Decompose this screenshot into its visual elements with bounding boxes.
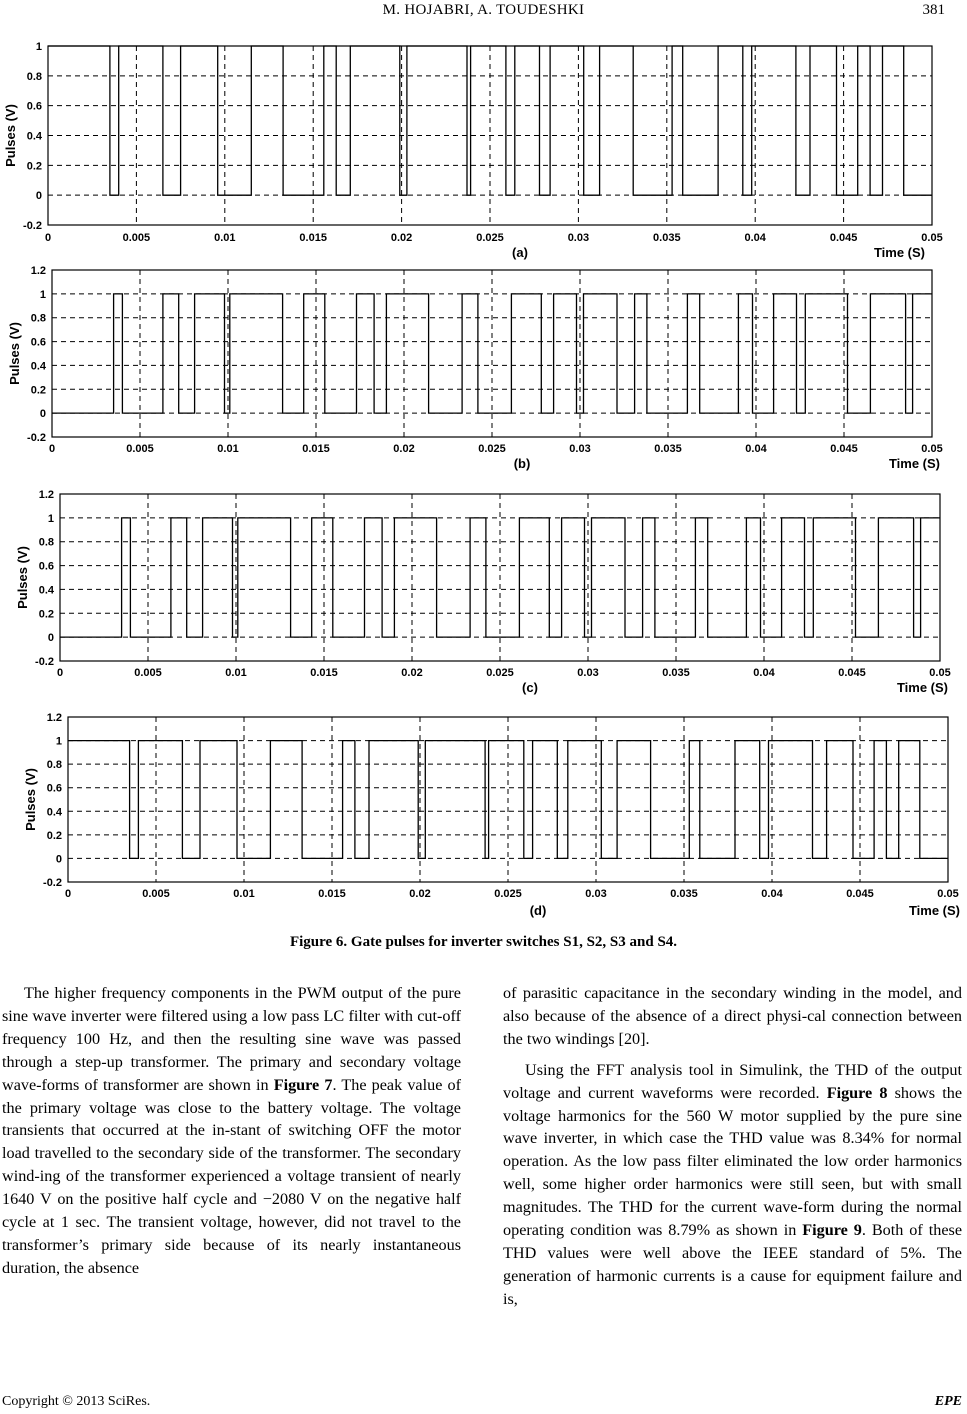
- y-tick-label: 0.2: [46, 829, 62, 842]
- x-tick-label: 0.035: [670, 888, 698, 900]
- x-tick-label: 0: [56, 667, 64, 679]
- x-axis-label: Time (S): [888, 456, 940, 471]
- y-tick-label: -0.2: [43, 877, 62, 889]
- x-tick-label: 0.05: [929, 667, 951, 679]
- panel-label: (c): [522, 680, 538, 695]
- footer-journal: EPE: [934, 1394, 962, 1409]
- paragraph: The higher frequency components in the PWM output of the pure sine wave inverter were filtered using a low pass LC filter with cut-off frequency 100 Hz, and then the resulting sine wave was passed through a step-up transformer. The primary and secondary voltage wave-forms of transformer are shown in Figure 7. The peak value of the primary voltage was close to the battery voltage. The voltage transients that occurred at the in-stant of switching OFF the motor load travelled to the secondary side of the transformer. The secondary wind-ing of the transformer experienced a voltage transient of nearly 1640 V on the positive half cycle and −2080 V on the negative half cycle at 1 sec. The transient voltage, however, did not travel to the transformer’s primary side because of its nearly instantaneous duration, the absence: [2, 984, 461, 1277]
- y-tick-label: 0.4: [38, 584, 54, 597]
- y-tick-label: 1: [39, 288, 46, 301]
- x-tick-label: 0.02: [409, 888, 431, 900]
- y-tick-label: 0: [47, 632, 54, 645]
- y-tick-label: 0.8: [38, 536, 54, 549]
- paragraph: of parasitic capacitance in the secondary winding in the model, and also because of the absence of a direct physi-cal connection between the two windings [20].: [503, 984, 962, 1048]
- y-tick-label: 0.6: [30, 336, 46, 349]
- y-axis-label: Pulses (V): [23, 768, 38, 831]
- x-axis-label: Time (S): [896, 680, 948, 695]
- x-tick-label: 0.015: [302, 443, 330, 455]
- chart-panel-3: [15, 489, 951, 695]
- x-tick-label: 0.005: [126, 443, 154, 455]
- y-axis-label: Pulses (V): [7, 322, 22, 385]
- x-axis-label: Time (S): [873, 245, 925, 260]
- x-tick-label: 0.03: [577, 667, 599, 679]
- y-tick-label: 0.2: [38, 608, 54, 621]
- x-tick-label: 0.01: [233, 888, 255, 900]
- paragraph: Using the FFT analysis tool in Simulink, the THD of the output voltage and current waveforms were recorded. Figure 8 shows the voltage harmonics for the 560 W motor supplied by the pure sine wave inverter, in which case the THD value was 8.34% for normal operation. As the low pass filter eliminated the low order harmonics well, some higher order harmonics were still seen, but with small magnitudes. The THD for the current wave-form during the normal operating condition was 8.79% as shown in Figure 9. Both of these THD values were well above the IEEE standard of 5%. The generation of harmonic currents is a cause for equipment failure and is,: [503, 1060, 963, 1308]
- x-tick-label: 0.015: [310, 667, 338, 679]
- y-tick-label: 0.4: [26, 130, 42, 143]
- y-tick-label: 0: [39, 408, 46, 421]
- figure-ref: Figure 8: [826, 1083, 888, 1102]
- y-tick-label: 0.8: [46, 759, 62, 772]
- y-tick-label: 0.6: [38, 560, 54, 573]
- y-tick-label: 0.2: [30, 384, 46, 397]
- y-axis-label: Pulses (V): [3, 104, 18, 167]
- y-tick-label: 0.2: [26, 160, 42, 173]
- x-tick-label: 0.01: [217, 443, 239, 455]
- x-tick-label: 0.045: [830, 443, 858, 455]
- panel-label: (b): [513, 456, 531, 471]
- y-tick-label: 1.2: [46, 712, 62, 724]
- x-tick-label: 0.05: [937, 888, 959, 900]
- y-axis-label: Pulses (V): [15, 546, 30, 609]
- x-tick-label: 0.025: [478, 443, 506, 455]
- page-number: 381: [922, 2, 945, 18]
- y-tick-label: 0.8: [26, 70, 42, 83]
- x-tick-label: 0.04: [753, 667, 775, 679]
- x-axis-label: Time (S): [908, 903, 960, 918]
- x-tick-label: 0.035: [662, 667, 690, 679]
- x-tick-label: 0: [64, 888, 72, 900]
- x-tick-label: 0.03: [567, 232, 590, 244]
- y-tick-label: 0.4: [30, 360, 46, 373]
- x-tick-label: 0.035: [654, 443, 682, 455]
- y-tick-label: 1: [47, 512, 54, 525]
- figure-caption: Figure 6. Gate pulses for inverter switches S1, S2, S3 and S4.: [289, 934, 678, 950]
- y-tick-label: 0: [55, 853, 62, 866]
- panel-label: (d): [529, 903, 547, 918]
- x-tick-label: 0.025: [486, 667, 514, 679]
- x-tick-label: 0.005: [134, 667, 162, 679]
- figure-ref: Figure 9: [802, 1221, 862, 1240]
- x-tick-label: 0.01: [225, 667, 247, 679]
- chart-panel-4: [23, 712, 960, 918]
- y-tick-label: 1: [35, 41, 42, 53]
- x-tick-label: 0.01: [214, 232, 236, 244]
- y-tick-label: 1: [55, 735, 62, 748]
- body-column-right: [503, 982, 962, 1311]
- x-tick-label: 0.015: [318, 888, 346, 900]
- running-head-authors: M. HOJABRI, A. TOUDESHKI: [382, 2, 585, 18]
- footer-copyright: Copyright © 2013 SciRes.: [2, 1394, 151, 1409]
- y-tick-label: 0.6: [26, 100, 42, 113]
- x-tick-label: 0.02: [401, 667, 423, 679]
- body-column-left: [2, 982, 461, 1280]
- x-tick-label: 0.04: [761, 888, 783, 900]
- x-tick-label: 0.045: [846, 888, 874, 900]
- y-tick-label: -0.2: [27, 432, 46, 444]
- y-tick-label: 1.2: [38, 489, 54, 501]
- x-tick-label: 0.045: [838, 667, 866, 679]
- x-tick-label: 0.04: [744, 232, 766, 244]
- y-tick-label: 0: [35, 190, 42, 203]
- x-tick-label: 0.05: [921, 232, 943, 244]
- x-tick-label: 0.045: [829, 232, 858, 244]
- y-tick-label: -0.2: [35, 656, 54, 668]
- x-tick-label: 0.005: [122, 232, 151, 244]
- figure-ref: Figure 7: [273, 1075, 333, 1094]
- y-tick-label: 0.8: [30, 312, 46, 325]
- chart-panel-1: [3, 41, 943, 260]
- y-tick-label: 0.6: [46, 782, 62, 795]
- chart-panel-2: [7, 265, 943, 471]
- x-tick-label: 0.02: [390, 232, 413, 244]
- x-tick-label: 0.035: [653, 232, 681, 244]
- y-tick-label: 0.4: [46, 806, 62, 819]
- x-tick-label: 0: [48, 443, 56, 455]
- x-tick-label: 0.04: [745, 443, 767, 455]
- x-tick-label: 0.03: [585, 888, 607, 900]
- x-tick-label: 0.015: [299, 232, 327, 244]
- x-tick-label: 0.005: [142, 888, 170, 900]
- panel-label: (a): [512, 245, 528, 260]
- x-tick-label: 0.02: [393, 443, 415, 455]
- x-tick-label: 0.05: [921, 443, 943, 455]
- y-tick-label: 1.2: [30, 265, 46, 277]
- x-tick-label: 0: [44, 232, 52, 244]
- y-tick-label: -0.2: [23, 220, 42, 232]
- x-tick-label: 0.03: [569, 443, 591, 455]
- x-tick-label: 0.025: [476, 232, 504, 244]
- x-tick-label: 0.025: [494, 888, 522, 900]
